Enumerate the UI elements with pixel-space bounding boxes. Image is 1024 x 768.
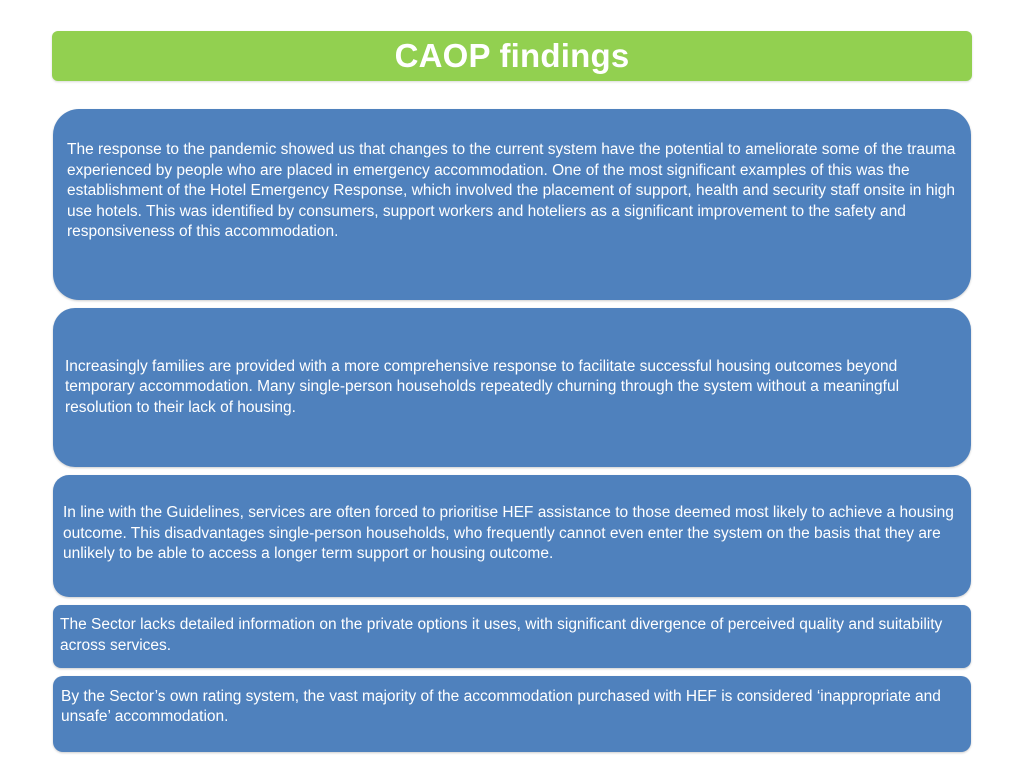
finding-box-1 [53,109,971,300]
slide-title: CAOP findings [394,37,630,74]
title-banner [52,31,972,81]
finding-text-1: The response to the pandemic showed us that changes to the current system have the potential to ameliorate some of the trauma experienced by people who are placed in emergency accommodation. One of the most significant examples of this was the establishment of the Hotel Emergency Response, which involved the placement of support, health and security staff onsite in high use hotels. This was identified by consumers, support workers and hoteliers as a significant improvement to the safety and responsiveness of this accommodation. [67,141,956,241]
finding-text-5: By the Sector’s own rating system, the vast majority of the accommodation purchased with HEF is considered ‘inappropriate and unsafe’ accommodation. [61,687,941,725]
finding-text-3: In line with the Guidelines, services are often forced to prioritise HEF assistance to those deemed most likely to achieve a housing outcome. This disadvantages single-person households, who frequently cannot even enter the system on the basis that they are unlikely to be able to access a longer term support or housing outcome. [63,504,954,563]
finding-text-2: Increasingly families are provided with a more comprehensive response to facilitate successful housing outcomes beyond temporary accommodation. Many single-person households repeatedly churning through the system without a meaningful resolution to their lack of housing. [65,357,900,416]
finding-box-4 [53,605,971,668]
finding-text-4: The Sector lacks detailed information on the private options it uses, with significant divergence of perceived quality and suitability across services. [60,616,943,654]
finding-box-2 [53,308,971,467]
finding-box-3 [53,475,971,597]
finding-box-5 [53,676,971,752]
